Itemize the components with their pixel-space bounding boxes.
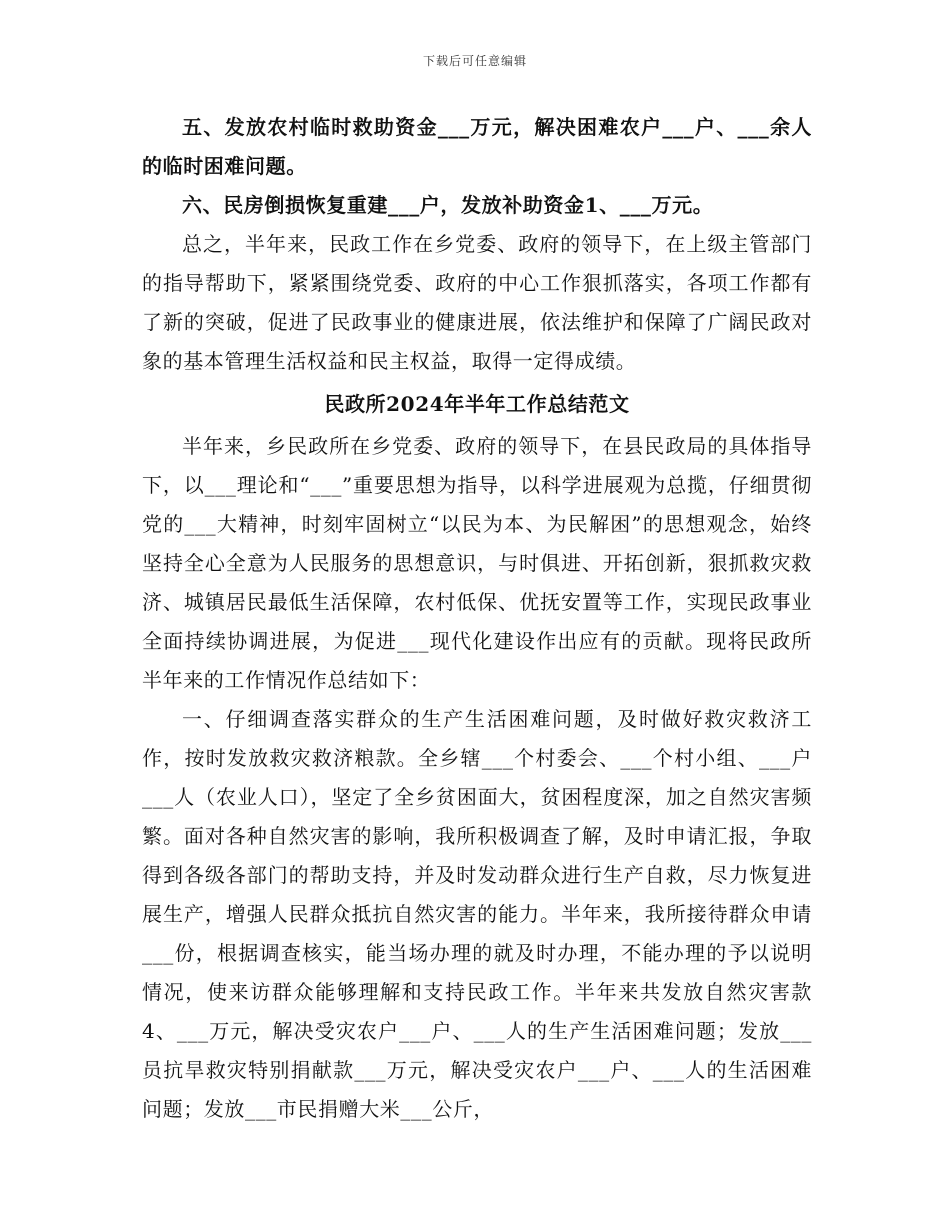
item-five-paragraph: 五、发放农村临时救助资金___万元，解决困难农户___户、___余人的临时困难问题。	[142, 115, 812, 178]
section-title: 民政所2024年半年工作总结范文	[324, 392, 630, 416]
summary-paragraph: 总之，半年来，民政工作在乡党委、政府的领导下，在上级主管部门的指导帮助下，紧紧围绕党委、政府的中心工作狠抓落实，各项工作都有了新的突破，促进了民政事业的健康进展，依法维护和保障了广阔民政对象的基本管理生活权益和民主权益，取得一定得成绩。	[142, 232, 812, 373]
header-note: 下载后可任意编辑	[422, 54, 527, 68]
item-one-paragraph: 一、仔细调查落实群众的生产生活困难问题，及时做好救灾救济工作，按时发放救灾救济粮款。全乡辖___个村委会、___个村小组、___户___人（农业人口），坚定了全乡贫困面大，贫困程度深，加之自然灾害频繁。面对各种自然灾害的影响，我所积极调查了解，及时申请汇报，争取得到各级各部门的帮助支持，并及时发动群众进行生产自救，尽力恢复进展生产，增强人民群众抵抗自然灾害的能力。半年来，我所接待群众申请___份，根据调查核实，能当场办理的就及时办理，不能办理的予以说明情况，使来访群众能够理解和支持民政工作。半年来共发放自然灾害款4、___万元，解决受灾农户___户、___人的生产生活困难问题；发放___员抗旱救灾特别捐献款___万元，解决受灾农户___户、___人的生活困难问题；发放___市民捐赠大米___公斤，	[142, 707, 812, 1121]
document-body	[142, 108, 812, 1129]
intro-paragraph: 半年来，乡民政所在乡党委、政府的领导下，在县民政局的具体指导下，以___理论和“___”重要思想为指导，以科学进展观为总揽，仔细贯彻党的___大精神，时刻牢固树立“以民为本、为民解困”的思想观念，始终坚持全心全意为人民服务的思想意识，与时俱进、开拓创新，狠抓救灾救济、城镇居民最低生活保障，农村低保、优抚安置等工作，实现民政事业全面持续协调进展，为促进___现代化建设作出应有的贡献。现将民政所半年来的工作情况作总结如下：	[142, 434, 812, 692]
item-six-paragraph: 六、民房倒损恢复重建___户，发放补助资金1、___万元。	[182, 193, 714, 217]
